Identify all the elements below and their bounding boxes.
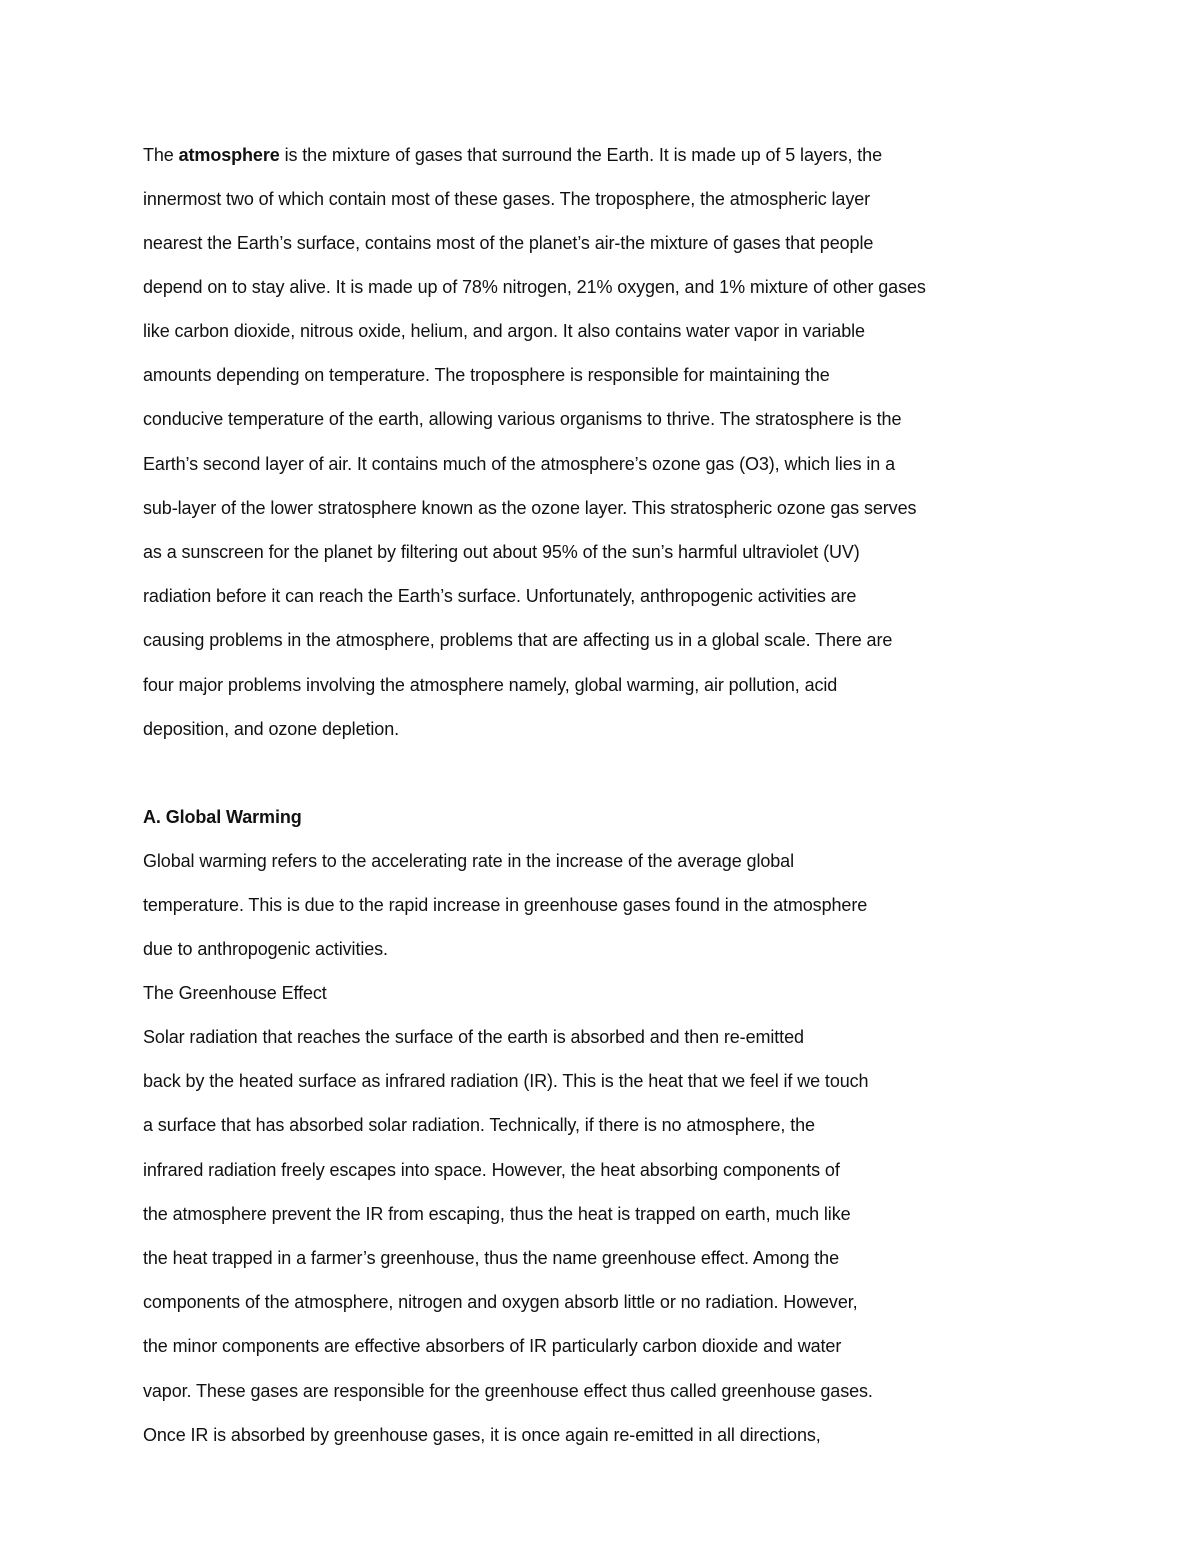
greenhouse-line: vapor. These gases are responsible for the greenhouse effect thus called greenhouse gases.: [143, 1381, 873, 1401]
intro-line-1-suffix: is the mixture of gases that surround the Earth. It is made up of 5 layers, the: [279, 145, 882, 165]
section-heading-global-warming: A. Global Warming: [143, 807, 302, 827]
intro-line: as a sunscreen for the planet by filtering out about 95% of the sun’s harmful ultraviolet (UV): [143, 542, 860, 562]
greenhouse-line: a surface that has absorbed solar radiation. Technically, if there is no atmosphere, the: [143, 1115, 815, 1135]
section-a-line: Global warming refers to the accelerating rate in the increase of the average global: [143, 851, 794, 871]
intro-line: four major problems involving the atmosphere namely, global warming, air pollution, acid: [143, 675, 838, 695]
intro-line: amounts depending on temperature. The troposphere is responsible for maintaining the: [143, 365, 830, 385]
intro-line-1-prefix: The: [143, 145, 179, 165]
intro-line: deposition, and ozone depletion.: [143, 719, 400, 739]
intro-line: innermost two of which contain most of these gases. The troposphere, the atmospheric layer: [143, 189, 871, 209]
greenhouse-line: Solar radiation that reaches the surface of the earth is absorbed and then re-emitted: [143, 1027, 804, 1047]
greenhouse-line: components of the atmosphere, nitrogen and oxygen absorb little or no radiation. However,: [143, 1292, 858, 1312]
greenhouse-line: back by the heated surface as infrared radiation (IR). This is the heat that we feel if we touch: [143, 1071, 869, 1091]
greenhouse-line: the heat trapped in a farmer’s greenhouse, thus the name greenhouse effect. Among the: [143, 1248, 839, 1268]
subheading-greenhouse-effect: The Greenhouse Effect: [143, 983, 327, 1003]
term-atmosphere: atmosphere: [178, 145, 280, 165]
greenhouse-line: infrared radiation freely escapes into space. However, the heat absorbing components of: [143, 1160, 840, 1180]
intro-line: nearest the Earth’s surface, contains most of the planet’s air-the mixture of gases that people: [143, 233, 874, 253]
intro-line: causing problems in the atmosphere, problems that are affecting us in a global scale. There are: [143, 630, 893, 650]
intro-line-1: [143, 144, 882, 166]
section-a-line: temperature. This is due to the rapid increase in greenhouse gases found in the atmosphere: [143, 895, 868, 915]
intro-line: sub-layer of the lower stratosphere known as the ozone layer. This stratospheric ozone gas serves: [143, 498, 917, 518]
intro-line: like carbon dioxide, nitrous oxide, helium, and argon. It also contains water vapor in variable: [143, 321, 865, 341]
section-a-line: due to anthropogenic activities.: [143, 939, 388, 959]
intro-line: conducive temperature of the earth, allowing various organisms to thrive. The stratosphere is the: [143, 409, 902, 429]
greenhouse-line: the atmosphere prevent the IR from escaping, thus the heat is trapped on earth, much like: [143, 1204, 851, 1224]
intro-line: Earth’s second layer of air. It contains much of the atmosphere’s ozone gas (O3), which lies in a: [143, 454, 896, 474]
intro-line: radiation before it can reach the Earth’s surface. Unfortunately, anthropogenic activities are: [143, 586, 857, 606]
greenhouse-line: Once IR is absorbed by greenhouse gases, it is once again re-emitted in all directions,: [143, 1425, 821, 1445]
greenhouse-line: the minor components are effective absorbers of IR particularly carbon dioxide and water: [143, 1336, 842, 1356]
intro-line: depend on to stay alive. It is made up of 78% nitrogen, 21% oxygen, and 1% mixture of other gases: [143, 277, 926, 297]
